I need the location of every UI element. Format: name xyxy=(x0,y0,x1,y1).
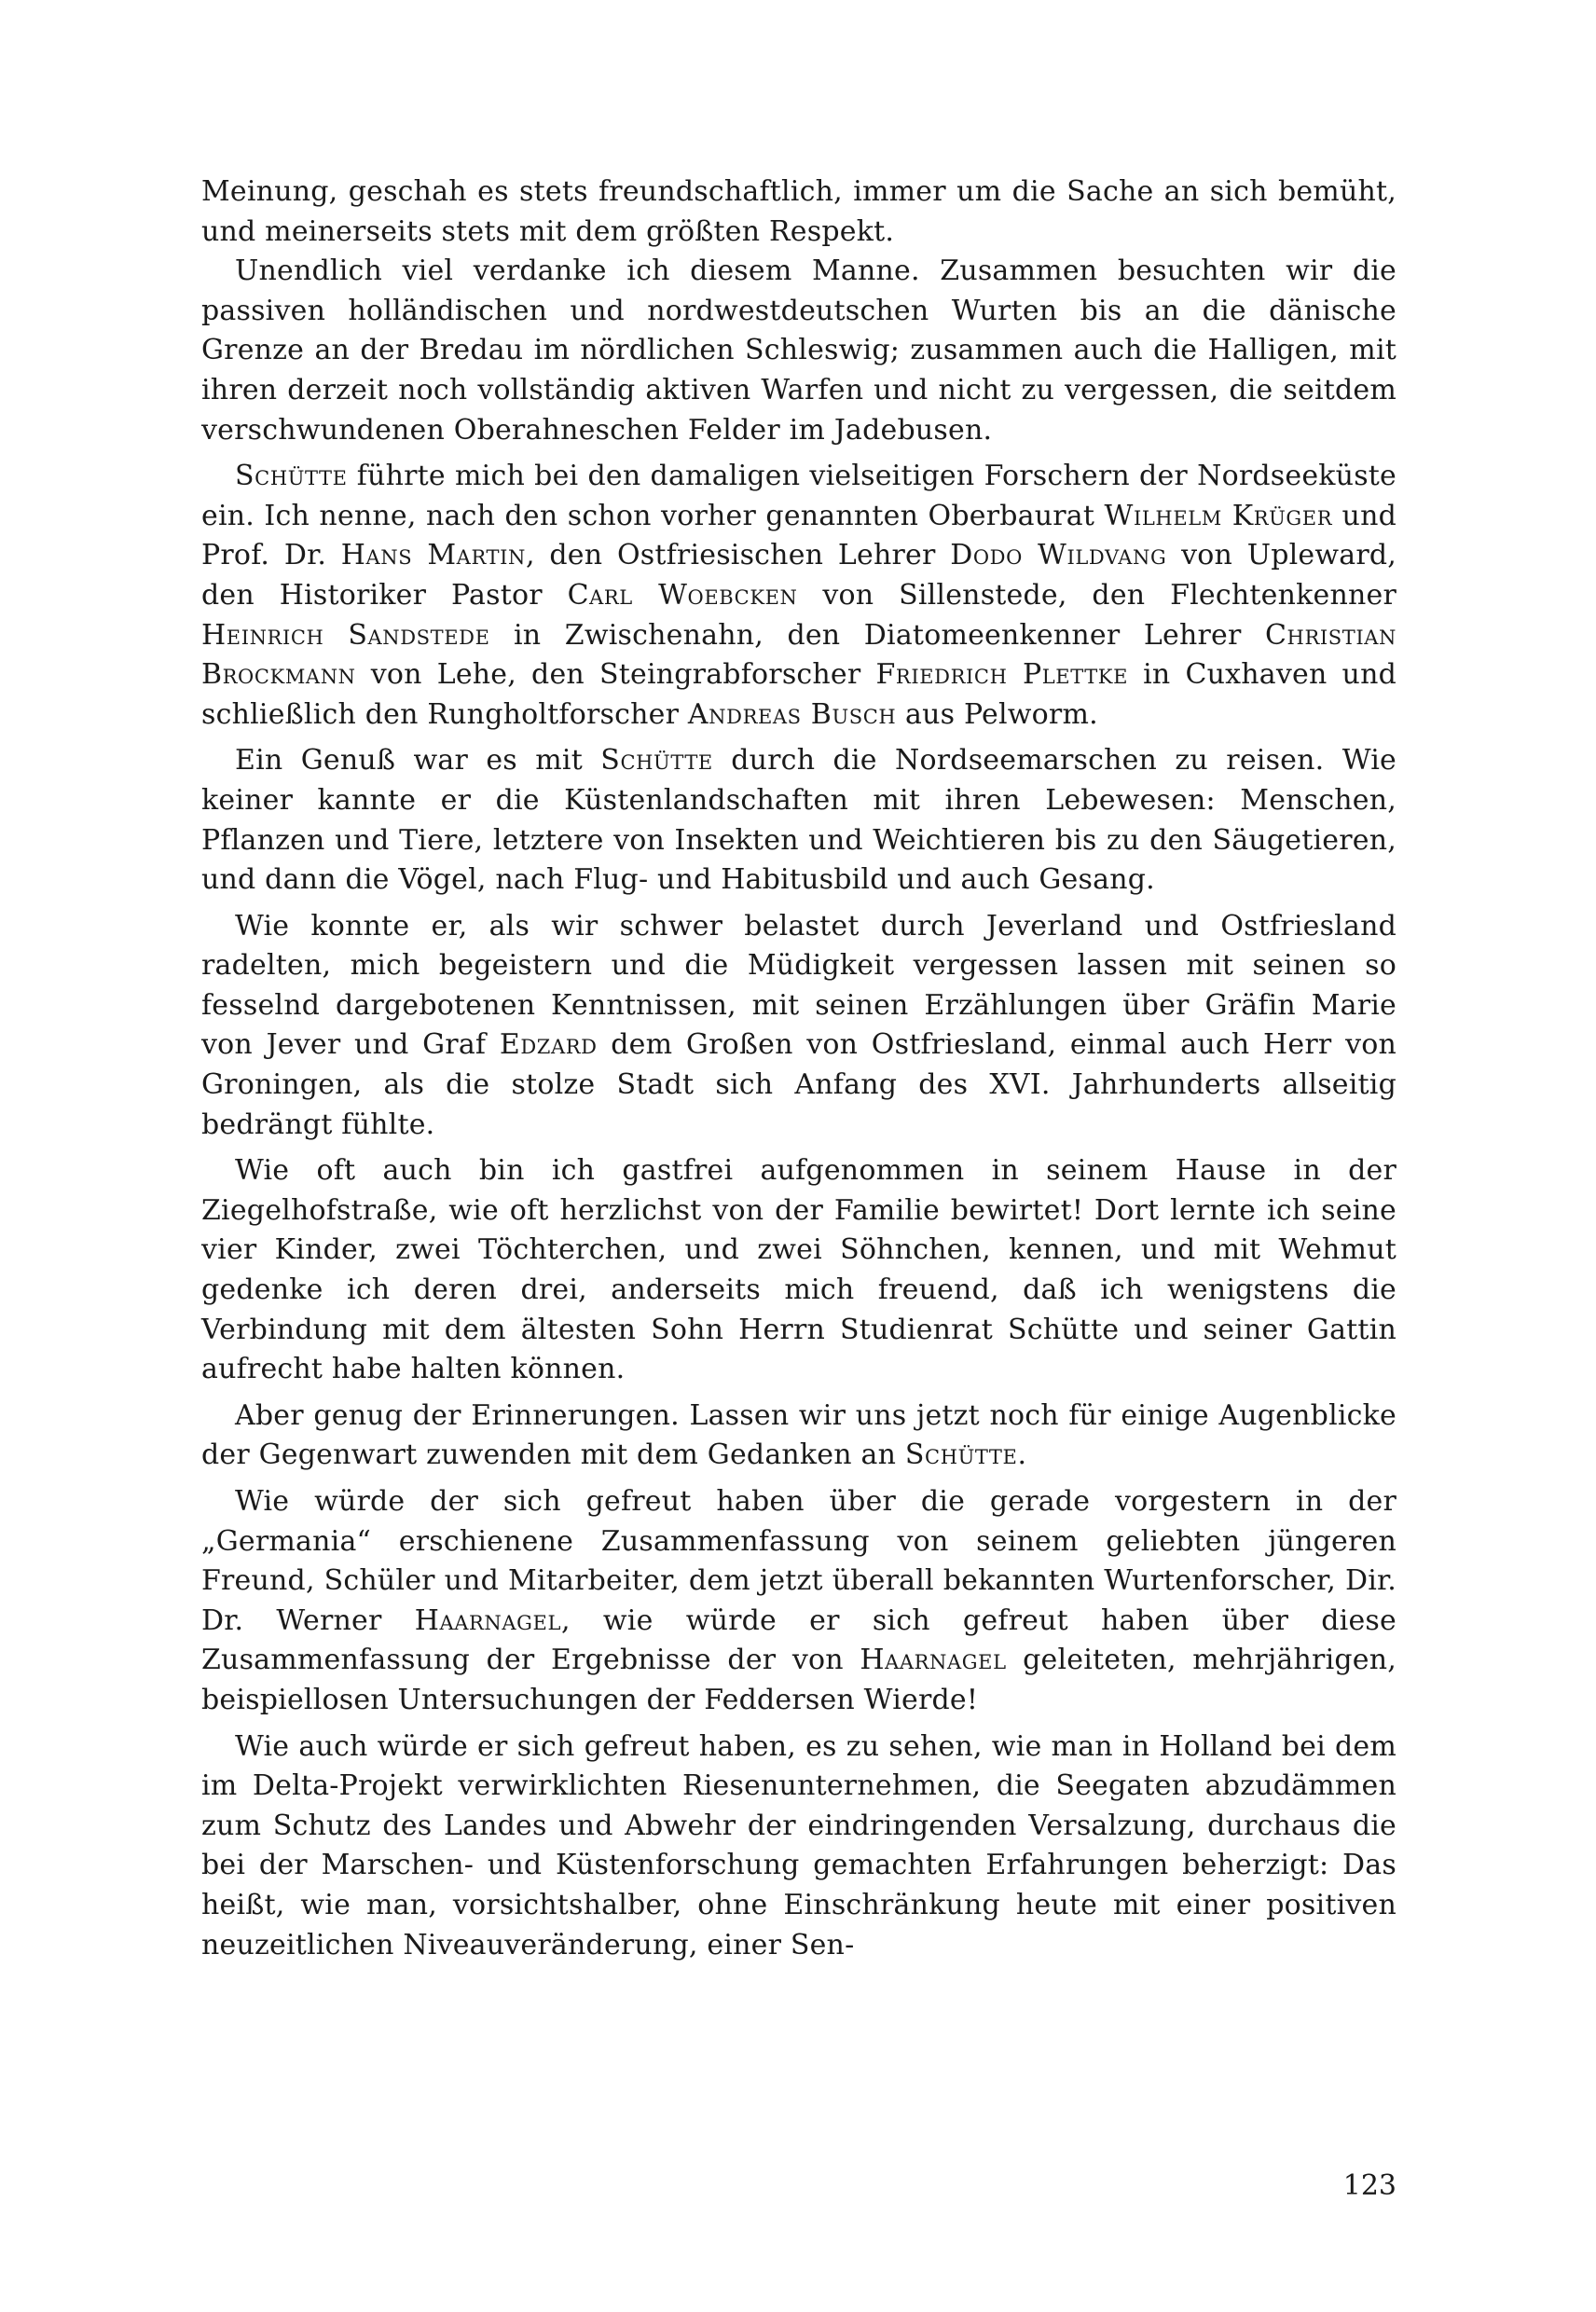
paragraph xyxy=(201,172,1396,252)
text-run: Ein Genuß war es mit xyxy=(235,744,601,778)
text-run: , den Ostfriesischen Lehrer xyxy=(525,539,951,572)
text-run: in Zwischenahn, den Diatomeenkenner Lehrer xyxy=(489,618,1265,652)
text-run: durch die Nordseemarschen zu reisen. Wie keiner kannte er die Küstenlandschaften mit ihren Lebewesen: Menschen, Pflanzen und Tiere, letztere von Insekten und Weichtieren bis zu den Säugetieren, und dann die Vögel, nach Flug- und Habitusbild und auch Gesang. xyxy=(201,744,1396,897)
page-number: 123 xyxy=(1342,2169,1396,2202)
paragraph xyxy=(201,457,1396,735)
text-run: , wie würde er sich gefreut haben über diese Zusammenfassung der Ergebnisse der von xyxy=(201,1603,1396,1677)
person-name: Carl Woebcken xyxy=(567,578,798,612)
text-run: von Upleward, den Historiker Pastor xyxy=(201,539,1397,612)
text-run: Meinung, geschah es stets freundschaftlich, immer um die Sache an sich bemüht, und meinerseits stets mit dem größten Respekt. xyxy=(201,175,1396,248)
text-run: Wie auch würde er sich gefreut haben, es zu sehen, wie man in Holland bei dem im Delta-Projekt verwirklichten Riesenunternehmen, die Seegaten abzudämmen zum Schutz des Landes und Abwehr der eindringenden Versalzung, durchaus die bei der Marschen- und Küstenforschung gemachten Erfahrungen beherzigt: Das heißt, wie man, vorsichtshalber, ohne Einschränkung heute mit einer positiven neuzeitlichen Niveauveränderung, einer Sen- xyxy=(201,1729,1396,1961)
text-run: von Lehe, den Steingrabforscher xyxy=(355,658,876,692)
text-run: von Sillenstede, den Flechtenkenner xyxy=(797,578,1396,612)
paragraph xyxy=(201,1482,1396,1721)
text-run: . xyxy=(1017,1438,1027,1472)
person-name: Christian Brockmann xyxy=(201,618,1396,692)
text-run: Wie oft auch bin ich gastfrei aufgenommen in seinem Hause in der Ziegelhofstraße, wie oft herzlichst von der Familie bewirtet! Dort lernte ich seine vier Kinder, zwei Töchterchen, und zwei Söhnchen, kennen, und mit Wehmut gedenke ich deren drei, anderseits mich freuend, daß ich wenigstens die Verbindung mit dem ältesten Sohn Herrn Studienrat Schütte und seiner Gattin aufrecht habe halten können. xyxy=(201,1154,1396,1386)
paragraph xyxy=(201,1727,1396,1966)
text-run: geleiteten, mehrjährigen, beispiellosen Untersuchungen der Feddersen Wierde! xyxy=(201,1644,1396,1716)
person-name: Schütte xyxy=(904,1438,1018,1472)
person-name: Hans Martin xyxy=(340,539,526,572)
person-name: Dodo Wildvang xyxy=(950,539,1167,572)
person-name: Haarnagel xyxy=(414,1603,561,1637)
person-name: Heinrich Sandstede xyxy=(201,618,490,652)
person-name: Edzard xyxy=(499,1028,598,1062)
person-name: Haarnagel xyxy=(860,1644,1007,1677)
text-run: Wie würde der sich gefreut haben über die gerade vorgestern in der „Germania“ erschienene Zusammenfassung von seinem geliebten jüngeren Freund, Schüler und Mitarbeiter, dem jetzt überall bekannten Wurtenforscher, Dir. Dr. Werner xyxy=(201,1485,1396,1637)
paragraph xyxy=(201,1397,1396,1476)
paragraph xyxy=(201,741,1396,900)
person-name: Andreas Busch xyxy=(687,697,897,731)
person-name: Friedrich Plettke xyxy=(875,658,1129,692)
text-run: dem Großen von Ostfriesland, einmal auch Herr von Groningen, als die stolze Stadt sich Anfang des XVI. Jahrhunderts allseitig bedrängt fühlte. xyxy=(201,1028,1397,1141)
text-run: Wie konnte er, als wir schwer belastet durch Jeverland und Ostfriesland radelten, mich begeistern und die Müdigkeit vergessen lassen mit seinen so fesselnd dargebotenen Kenntnissen, mit seinen Erzählungen über Gräfin Marie von Jever und Graf xyxy=(201,909,1396,1062)
body-text xyxy=(201,172,1396,1965)
text-run: führte mich bei den damaligen vielseitigen Forschern der Nordseeküste ein. Ich nenne, nach den schon vorher genannten Oberbaurat xyxy=(201,460,1396,532)
text-run: Aber genug der Erinnerungen. Lassen wir uns jetzt noch für einige Augenblicke der Gegenwart zuwenden mit dem Gedanken an xyxy=(201,1398,1396,1472)
text-run: aus Pelworm. xyxy=(896,697,1098,731)
text-run: in Cuxhaven und schließlich den Rungholtforscher xyxy=(201,658,1397,731)
person-name: Wilhelm Krüger xyxy=(1104,499,1333,532)
text-run: und Prof. Dr. xyxy=(201,499,1396,572)
text-run: Unendlich viel verdanke ich diesem Manne. Zusammen besuchten wir die passiven holländischen und nordwestdeutschen Wurten bis an die dänische Grenze an der Bredau im nördlichen Schleswig; zusammen auch die Halligen, mit ihren derzeit noch vollständig aktiven Warfen und nicht zu vergessen, die seitdem verschwundenen Oberahneschen Felder im Jadebusen. xyxy=(201,255,1396,447)
person-name: Schütte xyxy=(235,460,348,493)
paragraph xyxy=(201,1151,1396,1390)
paragraph xyxy=(201,252,1396,450)
person-name: Schütte xyxy=(600,744,713,778)
paragraph xyxy=(201,907,1396,1146)
